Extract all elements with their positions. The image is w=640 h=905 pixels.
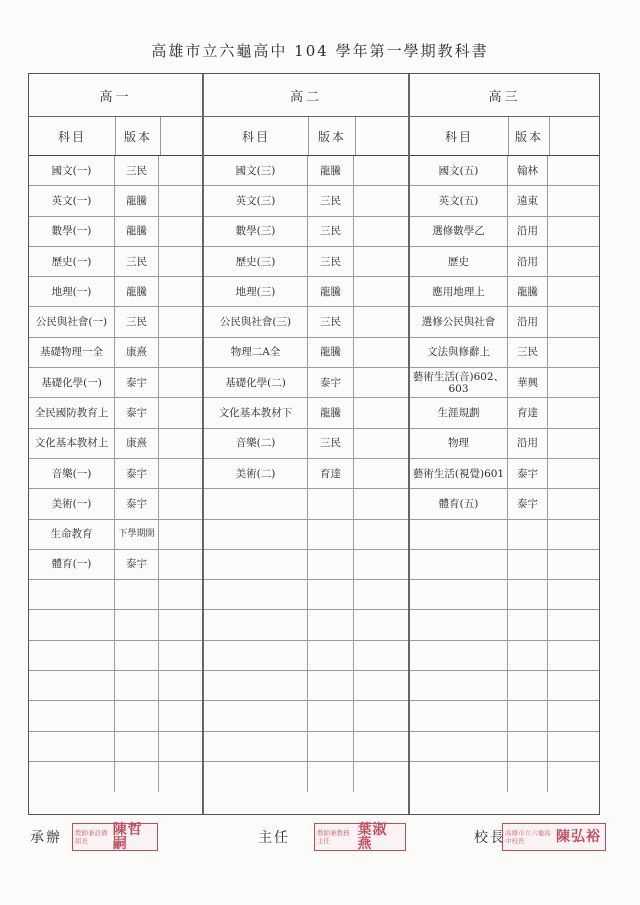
version-cell: 遠東 (508, 186, 548, 215)
blank-cell (354, 732, 408, 761)
blank-cell (159, 247, 202, 276)
subject-cell (204, 641, 308, 670)
table-row (204, 217, 408, 247)
blank-cell (548, 186, 599, 215)
table-row (410, 641, 599, 671)
table-row (204, 307, 408, 337)
grade1-subheader (29, 116, 202, 156)
table-row (29, 368, 202, 398)
subject-cell: 體育(一) (29, 550, 115, 579)
version-col-header: 版本 (309, 117, 356, 155)
table-row (204, 732, 408, 762)
version-cell: 泰宇 (308, 368, 354, 397)
blank-cell (548, 610, 599, 639)
blank-cell (548, 156, 599, 185)
version-cell (115, 641, 159, 670)
blank-cell (548, 368, 599, 397)
version-cell (308, 732, 354, 761)
blank-cell (548, 671, 599, 700)
version-cell: 三民 (508, 338, 548, 367)
version-cell: 龍騰 (115, 277, 159, 306)
version-cell: 育達 (308, 459, 354, 488)
version-cell: 泰宇 (115, 489, 159, 518)
blank-cell (159, 550, 202, 579)
table-row (410, 338, 599, 368)
subject-cell: 藝術生活(音)602、603 (410, 368, 508, 397)
subject-cell (29, 762, 115, 792)
grade1-header: 高一 (99, 89, 132, 105)
table-row (29, 277, 202, 307)
table-row (410, 610, 599, 640)
blank-cell (354, 610, 408, 639)
subject-cell: 數學(一) (29, 217, 115, 246)
grade2-rows (204, 156, 408, 792)
version-cell (308, 610, 354, 639)
version-cell: 康熹 (115, 429, 159, 458)
version-cell: 三民 (308, 429, 354, 458)
blank-cell (548, 429, 599, 458)
blank-cell (354, 247, 408, 276)
subject-cell (29, 610, 115, 639)
table-row (204, 610, 408, 640)
director-stamp-title: 教師兼教務主任 (317, 829, 350, 845)
table-row (29, 641, 202, 671)
version-cell: 龍騰 (308, 338, 354, 367)
table-row (204, 398, 408, 428)
page-title: 高雄市立六龜高中 104 學年第一學期教科書 (151, 42, 489, 60)
blank-cell (354, 217, 408, 246)
table-row (29, 338, 202, 368)
version-cell: 華興 (508, 368, 548, 397)
grade3-subheader (410, 116, 599, 156)
subject-cell (410, 520, 508, 549)
table-row (204, 186, 408, 216)
handler-stamp-name: 陳哲嗣 (112, 822, 143, 852)
subject-col-header: 科目 (29, 117, 116, 155)
blank-col-header (550, 117, 599, 155)
blank-cell (159, 429, 202, 458)
version-cell: 三民 (115, 247, 159, 276)
principal-stamp-name: 陳弘裕 (556, 829, 601, 845)
version-cell (308, 580, 354, 609)
subject-cell (204, 762, 308, 792)
subject-cell: 基礎物理一全 (29, 338, 115, 367)
principal-stamp-title: 高雄市立六龜高中校長 (505, 829, 551, 845)
blank-cell (548, 580, 599, 609)
principal-stamp (502, 823, 606, 851)
blank-cell (159, 338, 202, 367)
version-cell: 龍騰 (115, 186, 159, 215)
version-cell (308, 641, 354, 670)
subject-cell (204, 610, 308, 639)
subject-cell (204, 580, 308, 609)
version-cell (115, 610, 159, 639)
subject-cell: 選修公民與社會 (410, 307, 508, 336)
version-cell: 龍騰 (308, 398, 354, 427)
subject-cell (29, 641, 115, 670)
table-row (29, 459, 202, 489)
version-cell (508, 671, 548, 700)
version-cell (508, 550, 548, 579)
subject-cell: 體育(五) (410, 489, 508, 518)
blank-col-header (161, 117, 202, 155)
blank-cell (548, 398, 599, 427)
blank-cell (354, 701, 408, 730)
version-cell: 泰宇 (508, 459, 548, 488)
subject-cell: 美術(二) (204, 459, 308, 488)
subject-cell (410, 641, 508, 670)
blank-cell (159, 368, 202, 397)
grade3-rows (410, 156, 599, 792)
version-cell (508, 520, 548, 549)
table-row (410, 368, 599, 398)
blank-cell (354, 762, 408, 792)
version-col-header: 版本 (116, 117, 161, 155)
version-cell: 三民 (308, 217, 354, 246)
subject-cell: 文化基本教材上 (29, 429, 115, 458)
subject-cell: 歷史 (410, 247, 508, 276)
table-row (204, 429, 408, 459)
grade3-block (409, 74, 599, 814)
blank-cell (354, 520, 408, 549)
subject-cell (204, 520, 308, 549)
subject-cell: 藝術生活(視覺)601 (410, 459, 508, 488)
blank-cell (354, 277, 408, 306)
subject-col-header: 科目 (410, 117, 509, 155)
version-cell (308, 489, 354, 518)
version-cell: 三民 (308, 307, 354, 336)
subject-cell (204, 732, 308, 761)
version-cell (508, 580, 548, 609)
handler-label: 承辦 (30, 830, 62, 846)
blank-cell (159, 580, 202, 609)
blank-cell (354, 429, 408, 458)
table-row (29, 247, 202, 277)
version-cell (115, 732, 159, 761)
subject-cell: 地理(一) (29, 277, 115, 306)
table-row (29, 217, 202, 247)
table-row (410, 186, 599, 216)
version-cell: 育達 (508, 398, 548, 427)
blank-cell (159, 156, 202, 185)
version-cell (115, 671, 159, 700)
subject-cell: 歷史(三) (204, 247, 308, 276)
subject-cell: 音樂(一) (29, 459, 115, 488)
subject-cell: 國文(五) (410, 156, 508, 185)
blank-cell (548, 520, 599, 549)
version-cell (115, 701, 159, 730)
table-row (29, 520, 202, 550)
blank-cell (548, 459, 599, 488)
table-row (204, 459, 408, 489)
table-row (204, 701, 408, 731)
table-row (410, 307, 599, 337)
table-row (410, 489, 599, 519)
table-row (410, 732, 599, 762)
table-row (29, 307, 202, 337)
version-cell: 下學期開 (115, 520, 159, 549)
grade2-block (203, 74, 409, 814)
version-cell: 泰宇 (508, 489, 548, 518)
table-row (29, 429, 202, 459)
version-cell: 泰宇 (115, 459, 159, 488)
blank-cell (159, 459, 202, 488)
table-row (29, 610, 202, 640)
subject-cell: 文法與修辭上 (410, 338, 508, 367)
subject-cell (410, 701, 508, 730)
subject-cell: 國文(三) (204, 156, 308, 185)
table-row (29, 156, 202, 186)
table-row (410, 277, 599, 307)
blank-cell (548, 489, 599, 518)
blank-cell (548, 277, 599, 306)
table-row (29, 398, 202, 428)
version-cell (508, 762, 548, 792)
blank-cell (548, 307, 599, 336)
grade1-rows (29, 156, 202, 792)
subject-cell: 選修數學乙 (410, 217, 508, 246)
subject-cell (410, 610, 508, 639)
subject-cell: 英文(五) (410, 186, 508, 215)
version-cell: 翰林 (508, 156, 548, 185)
subject-cell: 基礎化學(二) (204, 368, 308, 397)
version-cell: 龍騰 (308, 156, 354, 185)
subject-cell (29, 671, 115, 700)
subject-cell: 數學(三) (204, 217, 308, 246)
subject-cell: 音樂(二) (204, 429, 308, 458)
blank-cell (548, 732, 599, 761)
blank-cell (354, 368, 408, 397)
version-cell (308, 762, 354, 792)
table-row (204, 762, 408, 792)
blank-cell (354, 641, 408, 670)
subject-cell: 基礎化學(一) (29, 368, 115, 397)
table-row (204, 671, 408, 701)
version-cell (115, 762, 159, 792)
table-row (29, 701, 202, 731)
subject-cell: 英文(一) (29, 186, 115, 215)
subject-cell: 生涯規劃 (410, 398, 508, 427)
blank-cell (548, 641, 599, 670)
version-cell: 龍騰 (308, 277, 354, 306)
table-row (410, 459, 599, 489)
principal-label: 校長 (474, 830, 506, 846)
version-cell (308, 671, 354, 700)
version-cell: 龍騰 (508, 277, 548, 306)
version-cell (308, 520, 354, 549)
version-cell: 泰宇 (115, 550, 159, 579)
blank-cell (354, 489, 408, 518)
subject-cell: 公民與社會(一) (29, 307, 115, 336)
subject-col-header: 科目 (204, 117, 309, 155)
blank-cell (159, 641, 202, 670)
blank-cell (159, 701, 202, 730)
version-cell (308, 701, 354, 730)
subject-cell: 生命教育 (29, 520, 115, 549)
version-cell (308, 550, 354, 579)
table-row (204, 641, 408, 671)
version-col-header: 版本 (509, 117, 550, 155)
blank-cell (548, 701, 599, 730)
subject-cell: 文化基本教材下 (204, 398, 308, 427)
version-cell: 沿用 (508, 307, 548, 336)
subject-cell (29, 580, 115, 609)
version-cell: 沿用 (508, 217, 548, 246)
version-cell: 三民 (308, 186, 354, 215)
subject-cell: 英文(三) (204, 186, 308, 215)
director-label: 主任 (258, 830, 290, 846)
version-cell (508, 641, 548, 670)
subject-cell: 美術(一) (29, 489, 115, 518)
blank-cell (159, 610, 202, 639)
blank-cell (548, 338, 599, 367)
version-cell (508, 610, 548, 639)
version-cell: 沿用 (508, 247, 548, 276)
table-row (410, 550, 599, 580)
blank-cell (354, 671, 408, 700)
table-row (29, 550, 202, 580)
table-row (204, 338, 408, 368)
blank-cell (159, 186, 202, 215)
subject-cell: 應用地理上 (410, 277, 508, 306)
subject-cell (29, 701, 115, 730)
blank-cell (159, 762, 202, 792)
table-row (410, 156, 599, 186)
subject-cell (204, 671, 308, 700)
handler-stamp (72, 823, 158, 851)
table-row (29, 489, 202, 519)
grade3-header: 高三 (488, 89, 521, 105)
version-cell: 三民 (308, 247, 354, 276)
table-row (204, 368, 408, 398)
table-row (29, 186, 202, 216)
blank-cell (354, 459, 408, 488)
subject-cell (29, 732, 115, 761)
subject-cell (204, 489, 308, 518)
table-row (410, 701, 599, 731)
subject-cell: 物理二A全 (204, 338, 308, 367)
director-stamp (314, 823, 406, 851)
blank-col-header (356, 117, 408, 155)
table-row (204, 550, 408, 580)
version-cell: 康熹 (115, 338, 159, 367)
table-row (204, 520, 408, 550)
blank-cell (159, 217, 202, 246)
table-row (29, 580, 202, 610)
subject-cell (410, 732, 508, 761)
table-row (29, 732, 202, 762)
table-row (29, 671, 202, 701)
version-cell: 泰宇 (115, 368, 159, 397)
version-cell (508, 701, 548, 730)
subject-cell: 地理(三) (204, 277, 308, 306)
table-row (410, 520, 599, 550)
blank-cell (354, 580, 408, 609)
handler-stamp-title: 教師兼設備組長 (75, 829, 108, 845)
blank-cell (354, 398, 408, 427)
grade1-block (29, 74, 203, 814)
table-row (204, 277, 408, 307)
blank-cell (354, 550, 408, 579)
blank-cell (548, 550, 599, 579)
blank-cell (548, 217, 599, 246)
blank-cell (354, 156, 408, 185)
table-row (410, 247, 599, 277)
subject-cell (204, 701, 308, 730)
subject-cell: 全民國防教育上 (29, 398, 115, 427)
blank-cell (159, 277, 202, 306)
table-row (410, 671, 599, 701)
table-row (204, 247, 408, 277)
table-row (410, 580, 599, 610)
table-row (204, 580, 408, 610)
version-cell (508, 732, 548, 761)
subject-cell: 歷史(一) (29, 247, 115, 276)
table-row (204, 489, 408, 519)
table-row (29, 762, 202, 792)
blank-cell (354, 186, 408, 215)
blank-cell (159, 307, 202, 336)
subject-cell (410, 550, 508, 579)
table-row (410, 429, 599, 459)
version-cell: 三民 (115, 307, 159, 336)
blank-cell (159, 732, 202, 761)
subject-cell: 國文(一) (29, 156, 115, 185)
subject-cell (410, 762, 508, 792)
version-cell: 三民 (115, 156, 159, 185)
table-row (204, 156, 408, 186)
subject-cell (410, 580, 508, 609)
blank-cell (159, 489, 202, 518)
blank-cell (354, 307, 408, 336)
blank-cell (548, 247, 599, 276)
version-cell (115, 580, 159, 609)
grade2-subheader (204, 116, 408, 156)
blank-cell (354, 338, 408, 367)
subject-cell (204, 550, 308, 579)
blank-cell (548, 762, 599, 792)
table-row (410, 217, 599, 247)
grade2-header: 高二 (289, 89, 322, 105)
subject-cell: 公民與社會(三) (204, 307, 308, 336)
version-cell: 泰宇 (115, 398, 159, 427)
subject-cell (410, 671, 508, 700)
subject-cell: 物理 (410, 429, 508, 458)
blank-cell (159, 671, 202, 700)
textbook-table (28, 73, 600, 815)
blank-cell (159, 398, 202, 427)
version-cell: 龍騰 (115, 217, 159, 246)
table-row (410, 398, 599, 428)
version-cell: 沿用 (508, 429, 548, 458)
blank-cell (159, 520, 202, 549)
table-row (410, 762, 599, 792)
director-stamp-name: 葉淑燕 (357, 822, 388, 852)
